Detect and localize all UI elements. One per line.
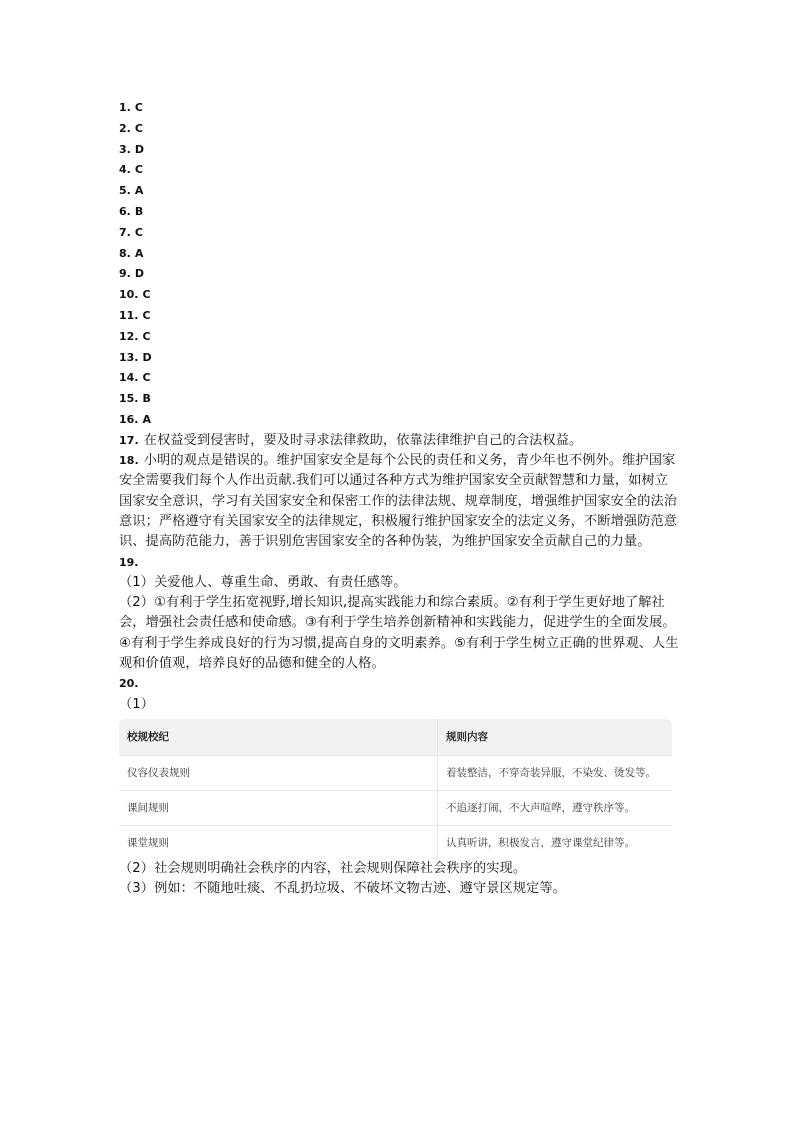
question-number: 8. xyxy=(119,246,131,260)
answer-line xyxy=(119,181,679,202)
answer-sheet xyxy=(119,98,679,900)
multiple-choice-answers xyxy=(119,98,679,431)
answer-line xyxy=(119,140,679,161)
table-cell: 不追逐打闹，不大声喧哗，遵守秩序等。 xyxy=(438,790,673,825)
answer-line xyxy=(119,119,679,140)
question-number: 12. xyxy=(119,329,139,343)
answer-choice: C xyxy=(142,371,151,385)
answer-choice: B xyxy=(142,392,151,406)
question-number: 15. xyxy=(119,392,139,406)
table-cell: 仪容仪表规则 xyxy=(119,755,438,790)
table-cell: 课堂规则 xyxy=(119,825,438,859)
answer-line xyxy=(119,98,679,119)
answer-choice: A xyxy=(134,184,144,198)
answer-choice: D xyxy=(134,267,144,281)
question-19-part-2: （2）①有利于学生拓宽视野,增长知识,提高实践能力和综合素质。②有利于学生更好地了解社会，增强社会责任感和使命感。③有利于学生培养创新精神和实践能力，促进学生的全面发展。④有利于学生养成良好的行为习惯,提高自身的文明素养。⑤有利于学生树立正确的世界观、人生观和价值观，培养良好的品德和健全的人格。 xyxy=(119,595,679,672)
answer-text: 在权益受到侵害时，要及时寻求法律救助，依靠法律维护自己的合法权益。 xyxy=(143,432,583,448)
question-20-part-2: （2）社会规则明确社会秩序的内容，社会规则保障社会秩序的实现。 xyxy=(119,860,527,876)
question-20-number: 20. xyxy=(119,677,139,691)
answer-line xyxy=(119,202,679,223)
question-18-answer xyxy=(119,451,679,552)
answer-line xyxy=(119,368,679,389)
question-number: 16. xyxy=(119,412,139,426)
question-20-part-1: （1） xyxy=(119,696,155,712)
answer-line xyxy=(119,327,679,348)
question-number: 13. xyxy=(119,350,139,364)
answer-line xyxy=(119,348,679,369)
question-number: 6. xyxy=(119,204,131,218)
question-number: 17. xyxy=(119,433,139,447)
answer-choice: D xyxy=(134,142,144,156)
answer-choice: D xyxy=(142,350,152,364)
question-number: 9. xyxy=(119,267,131,281)
question-number: 14. xyxy=(119,371,139,385)
column-header-rule-content: 规则内容 xyxy=(438,719,673,756)
table-header-row xyxy=(119,719,672,756)
question-number: 18. xyxy=(119,454,139,468)
table-cell: 着装整洁，不穿奇装异服，不染发、烫发等。 xyxy=(438,755,673,790)
answer-text: 小明的观点是错误的。维护国家安全是每个公民的责任和义务，青少年也不例外。维护国家安全需要我们每个人作出贡献.我们可以通过各种方式为维护国家安全贡献智慧和力量，如树立国家安全意识，学习有关国家安全和保密工作的法律法规、规章制度，增强维护国家安全的法治意识；严格遵守有关国家安全的法律规定，积极履行维护国家安全的法定义务，不断增强防范意识、提高防范能力，善于识别危害国家安全的各种伪装，为维护国家安全贡献自己的力量。 xyxy=(119,453,678,550)
question-20-part-3: （3）例如：不随地吐痰、不乱扔垃圾、不破坏文物古迹、遵守景区规定等。 xyxy=(119,881,566,897)
school-rules-table xyxy=(119,719,672,859)
question-number: 4. xyxy=(119,163,131,177)
answer-choice: A xyxy=(142,412,152,426)
answer-choice: B xyxy=(134,204,144,218)
question-number: 10. xyxy=(119,288,139,302)
answer-line xyxy=(119,389,679,410)
table-row xyxy=(119,755,672,790)
question-number: 7. xyxy=(119,225,131,239)
table-row xyxy=(119,790,672,825)
question-19-number: 19. xyxy=(119,555,139,569)
school-rules-table-container xyxy=(119,719,672,859)
table-cell: 认真听讲，积极发言，遵守课堂纪律等。 xyxy=(438,825,673,859)
question-17-answer xyxy=(119,431,679,451)
answer-line xyxy=(119,285,679,306)
answer-line xyxy=(119,306,679,327)
column-header-rule-type: 校规校纪 xyxy=(119,719,438,756)
question-number: 1. xyxy=(119,101,131,114)
question-number: 11. xyxy=(119,308,139,322)
answer-choice: C xyxy=(134,101,143,114)
answer-line xyxy=(119,223,679,244)
question-19-part-1: （1）关爱他人、尊重生命、勇敢、有责任感等。 xyxy=(119,574,407,590)
question-number: 3. xyxy=(119,142,131,156)
answer-line xyxy=(119,244,679,265)
table-cell: 课间规则 xyxy=(119,790,438,825)
answer-choice: C xyxy=(134,225,143,239)
question-number: 5. xyxy=(119,184,131,198)
answer-line xyxy=(119,410,679,431)
answer-choice: C xyxy=(134,121,143,135)
answer-choice: A xyxy=(134,246,144,260)
answer-line xyxy=(119,160,679,181)
answer-choice: C xyxy=(134,163,143,177)
answer-line xyxy=(119,264,679,285)
question-number: 2. xyxy=(119,121,131,135)
answer-choice: C xyxy=(142,329,151,343)
answer-choice: C xyxy=(142,288,151,302)
answer-choice: C xyxy=(142,308,151,322)
table-row xyxy=(119,825,672,859)
